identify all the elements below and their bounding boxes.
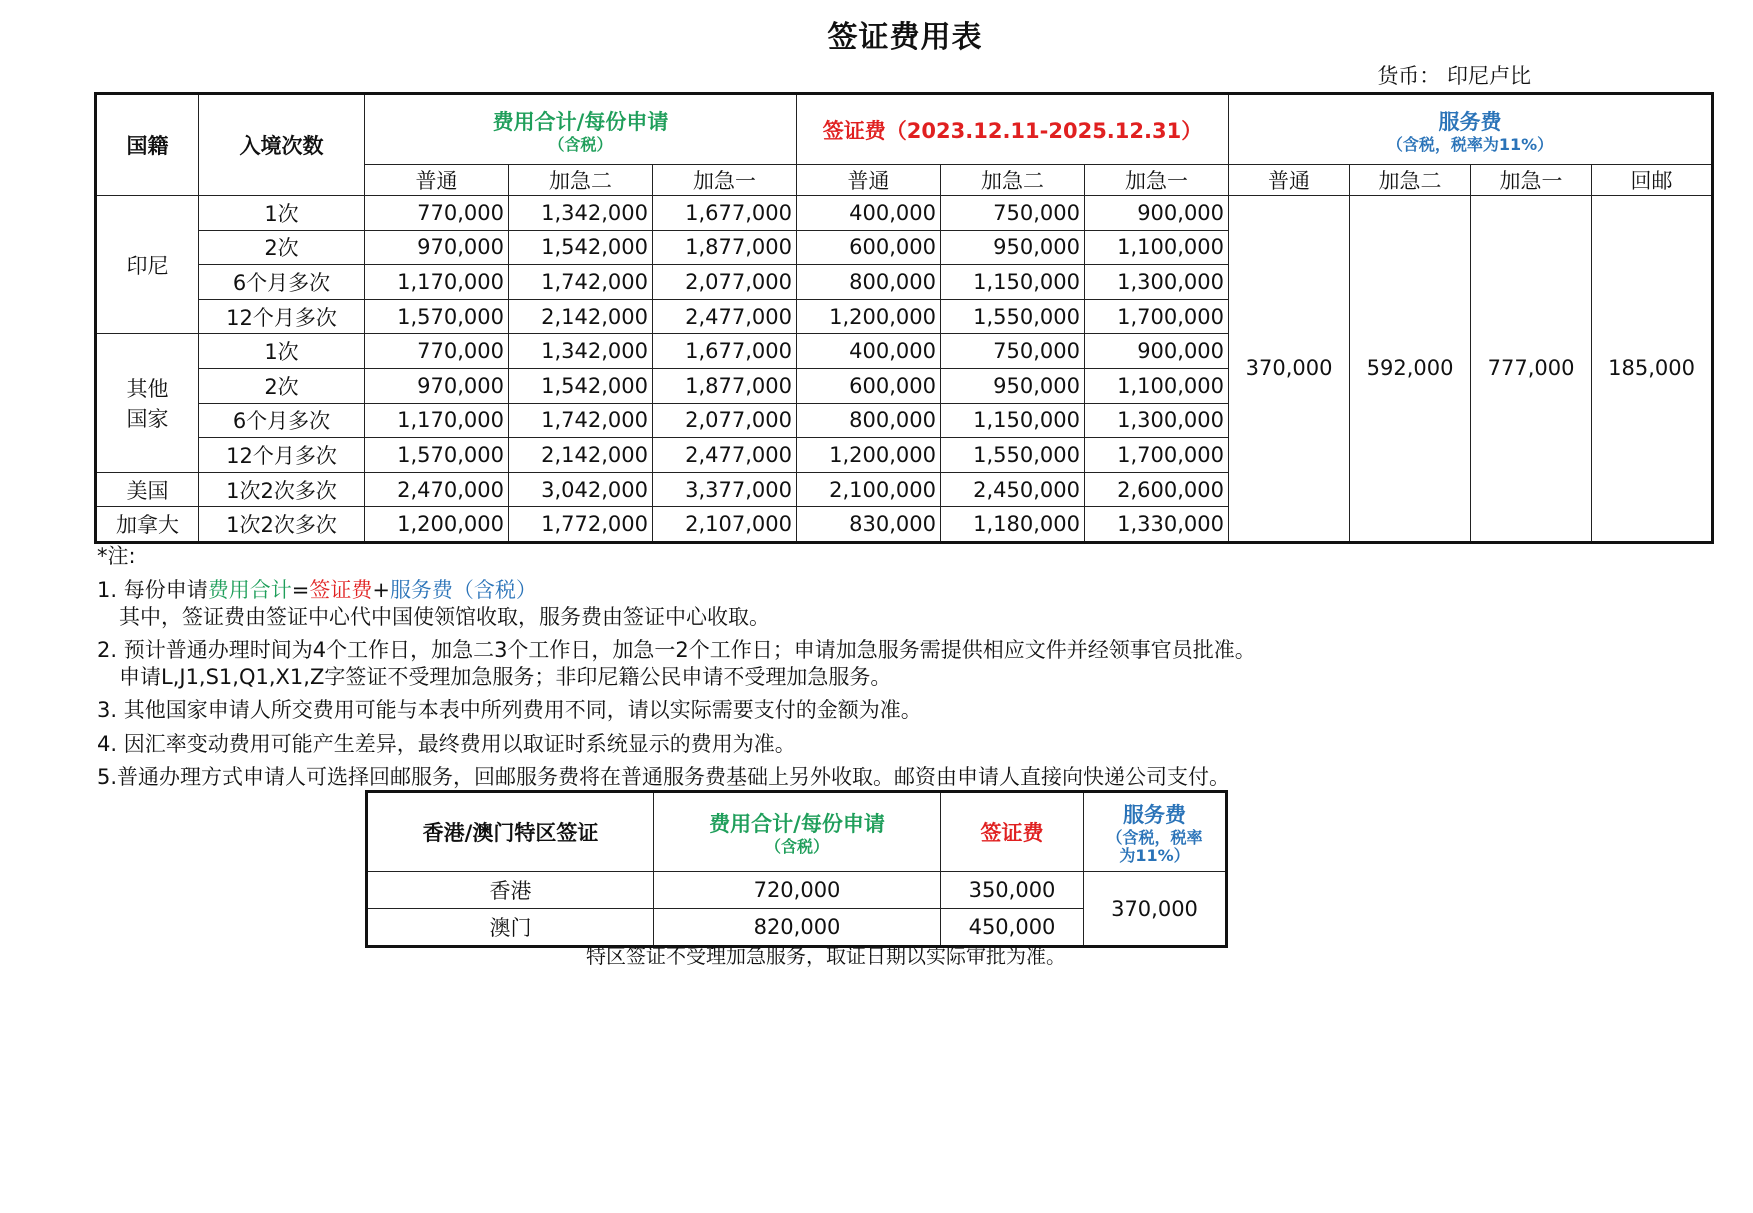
value-cell: 400,000 bbox=[797, 196, 941, 231]
note-4: 4. 因汇率变动费用可能产生差异，最终费用以取证时系统显示的费用为准。 bbox=[97, 732, 796, 756]
value-cell: 2,450,000 bbox=[941, 472, 1085, 507]
nationality-cell: 加拿大 bbox=[96, 507, 199, 543]
value-cell: 1,700,000 bbox=[1085, 299, 1229, 334]
value-cell: 3,377,000 bbox=[653, 472, 797, 507]
sar-header-service-label: 服务费 bbox=[1123, 803, 1186, 827]
entries-cell: 2次 bbox=[199, 230, 365, 265]
subheader-service-normal: 普通 bbox=[1229, 165, 1350, 196]
value-cell: 2,107,000 bbox=[653, 507, 797, 543]
value-cell: 950,000 bbox=[941, 368, 1085, 403]
value-cell: 770,000 bbox=[365, 334, 509, 369]
value-cell: 3,042,000 bbox=[509, 472, 653, 507]
value-cell: 1,772,000 bbox=[509, 507, 653, 543]
value-cell: 2,077,000 bbox=[653, 265, 797, 300]
note-1-total: 费用合计 bbox=[207, 578, 292, 602]
subheader-service-express1: 加急一 bbox=[1471, 165, 1592, 196]
sar-total-cell: 720,000 bbox=[654, 872, 941, 909]
value-cell: 970,000 bbox=[365, 368, 509, 403]
value-cell: 750,000 bbox=[941, 196, 1085, 231]
sar-visa-cell: 450,000 bbox=[941, 909, 1084, 947]
value-cell: 1,877,000 bbox=[653, 230, 797, 265]
header-entries: 入境次数 bbox=[199, 94, 365, 196]
note-1-visa: 签证费 bbox=[309, 578, 373, 602]
entries-cell: 2次 bbox=[199, 368, 365, 403]
note-3: 3. 其他国家申请人所交费用可能与本表中所列费用不同，请以实际需要支付的金额为准。 bbox=[97, 698, 922, 722]
value-cell: 1,570,000 bbox=[365, 299, 509, 334]
value-cell: 900,000 bbox=[1085, 334, 1229, 369]
sar-header-service-sub1: （含税，税率 bbox=[1106, 828, 1203, 847]
value-cell: 1,742,000 bbox=[509, 403, 653, 438]
nationality-line2: 国家 bbox=[126, 407, 169, 432]
entries-cell: 1次2次多次 bbox=[199, 507, 365, 543]
service-fee-express2: 592,000 bbox=[1350, 196, 1471, 543]
note-1-line2: 其中，签证费由签证中心代中国使领馆收取，服务费由签证中心收取。 bbox=[119, 605, 770, 629]
header-service-fee-label: 服务费 bbox=[1438, 109, 1502, 134]
sar-header-service-sub2: 为11%） bbox=[1119, 846, 1190, 865]
sar-visa-cell: 350,000 bbox=[941, 872, 1084, 909]
value-cell: 1,100,000 bbox=[1085, 230, 1229, 265]
value-cell: 1,170,000 bbox=[365, 265, 509, 300]
value-cell: 1,300,000 bbox=[1085, 265, 1229, 300]
header-total-fee bbox=[365, 94, 797, 165]
header-total-fee-sub: （含税） bbox=[548, 134, 613, 154]
note-5: 5.普通办理方式申请人可选择回邮服务，回邮服务费将在普通服务费基础上另外收取。邮资由申请人直接向快递公司支付。 bbox=[97, 765, 1231, 789]
service-fee-express1: 777,000 bbox=[1471, 196, 1592, 543]
note-2-line2: 申请L,J1,S1,Q1,X1,Z字签证不受理加急服务；非印尼籍公民申请不受理加急服务。 bbox=[119, 665, 892, 689]
header-service-fee bbox=[1229, 94, 1713, 165]
value-cell: 1,342,000 bbox=[509, 196, 653, 231]
sar-header-visa-label: 签证费 bbox=[980, 821, 1044, 845]
value-cell: 600,000 bbox=[797, 230, 941, 265]
entries-cell: 1次 bbox=[199, 334, 365, 369]
entries-cell: 1次 bbox=[199, 196, 365, 231]
entries-cell: 12个月多次 bbox=[199, 438, 365, 473]
value-cell: 1,550,000 bbox=[941, 299, 1085, 334]
entries-cell: 6个月多次 bbox=[199, 403, 365, 438]
value-cell: 2,077,000 bbox=[653, 403, 797, 438]
value-cell: 1,170,000 bbox=[365, 403, 509, 438]
value-cell: 1,200,000 bbox=[797, 299, 941, 334]
header-visa-fee-label: 签证费（2023.12.11-2025.12.31） bbox=[822, 118, 1203, 143]
value-cell: 1,300,000 bbox=[1085, 403, 1229, 438]
value-cell: 830,000 bbox=[797, 507, 941, 543]
value-cell: 1,200,000 bbox=[365, 507, 509, 543]
subheader-service-express2: 加急二 bbox=[1350, 165, 1471, 196]
subheader-service-return-mail: 回邮 bbox=[1592, 165, 1713, 196]
value-cell: 1,200,000 bbox=[797, 438, 941, 473]
note-1-eq: = bbox=[291, 578, 310, 602]
note-1-plus: + bbox=[372, 578, 390, 602]
value-cell: 2,600,000 bbox=[1085, 472, 1229, 507]
value-cell: 1,342,000 bbox=[509, 334, 653, 369]
subheader-visa-express2: 加急二 bbox=[941, 165, 1085, 196]
value-cell: 1,877,000 bbox=[653, 368, 797, 403]
value-cell: 800,000 bbox=[797, 265, 941, 300]
subheader-total-normal: 普通 bbox=[365, 165, 509, 196]
value-cell: 1,742,000 bbox=[509, 265, 653, 300]
entries-cell: 6个月多次 bbox=[199, 265, 365, 300]
value-cell: 600,000 bbox=[797, 368, 941, 403]
value-cell: 1,542,000 bbox=[509, 368, 653, 403]
sar-header-total-sub: （含税） bbox=[764, 837, 829, 856]
value-cell: 1,542,000 bbox=[509, 230, 653, 265]
service-fee-normal: 370,000 bbox=[1229, 196, 1350, 543]
nationality-cell: 美国 bbox=[96, 472, 199, 507]
header-visa-fee bbox=[797, 94, 1229, 165]
value-cell: 1,570,000 bbox=[365, 438, 509, 473]
value-cell: 2,142,000 bbox=[509, 299, 653, 334]
value-cell: 400,000 bbox=[797, 334, 941, 369]
sar-name-cell: 澳门 bbox=[367, 909, 654, 947]
nationality-cell: 印尼 bbox=[96, 196, 199, 334]
sar-note: 特区签证不受理加急服务，取证日期以实际审批为准。 bbox=[586, 944, 1066, 968]
value-cell: 1,150,000 bbox=[941, 403, 1085, 438]
sar-header-total-label: 费用合计/每份申请 bbox=[709, 812, 885, 836]
table-row bbox=[367, 872, 1227, 909]
value-cell: 1,180,000 bbox=[941, 507, 1085, 543]
value-cell: 800,000 bbox=[797, 403, 941, 438]
subheader-visa-express1: 加急一 bbox=[1085, 165, 1229, 196]
value-cell: 1,330,000 bbox=[1085, 507, 1229, 543]
service-fee-return-mail: 185,000 bbox=[1592, 196, 1713, 543]
header-service-fee-sub: （含税，税率为11%） bbox=[1386, 134, 1554, 154]
value-cell: 770,000 bbox=[365, 196, 509, 231]
value-cell: 1,700,000 bbox=[1085, 438, 1229, 473]
nationality-line1: 其他 bbox=[126, 377, 169, 402]
entries-cell: 1次2次多次 bbox=[199, 472, 365, 507]
value-cell: 900,000 bbox=[1085, 196, 1229, 231]
sar-header-visa bbox=[941, 792, 1084, 872]
nationality-cell bbox=[96, 334, 199, 472]
notes-heading: *注: bbox=[97, 544, 136, 568]
currency-label: 货币： 印尼卢比 bbox=[1377, 64, 1531, 88]
value-cell: 2,477,000 bbox=[653, 438, 797, 473]
note-1-service: 服务费（含税） bbox=[389, 578, 537, 602]
header-total-fee-label: 费用合计/每份申请 bbox=[492, 109, 669, 134]
note-2-line1: 2. 预计普通办理时间为4个工作日，加急二3个工作日，加急一2个工作日；申请加急服务需提供相应文件并经领事官员批准。 bbox=[97, 638, 1256, 662]
sar-name-cell: 香港 bbox=[367, 872, 654, 909]
value-cell: 2,100,000 bbox=[797, 472, 941, 507]
value-cell: 1,100,000 bbox=[1085, 368, 1229, 403]
value-cell: 1,677,000 bbox=[653, 196, 797, 231]
value-cell: 750,000 bbox=[941, 334, 1085, 369]
subheader-total-express2: 加急二 bbox=[509, 165, 653, 196]
value-cell: 1,550,000 bbox=[941, 438, 1085, 473]
subheader-total-express1: 加急一 bbox=[653, 165, 797, 196]
value-cell: 1,677,000 bbox=[653, 334, 797, 369]
value-cell: 2,470,000 bbox=[365, 472, 509, 507]
value-cell: 2,477,000 bbox=[653, 299, 797, 334]
value-cell: 950,000 bbox=[941, 230, 1085, 265]
header-nationality: 国籍 bbox=[96, 94, 199, 196]
note-1-prefix: 1. 每份申请 bbox=[97, 578, 208, 602]
sar-service-cell: 370,000 bbox=[1084, 872, 1227, 947]
subheader-visa-normal: 普通 bbox=[797, 165, 941, 196]
entries-cell: 12个月多次 bbox=[199, 299, 365, 334]
table-row bbox=[96, 196, 1713, 231]
note-1 bbox=[97, 577, 537, 604]
sar-header-type: 香港/澳门特区签证 bbox=[367, 792, 654, 872]
sar-header-service bbox=[1084, 792, 1227, 872]
value-cell: 1,150,000 bbox=[941, 265, 1085, 300]
sar-header-total bbox=[654, 792, 941, 872]
page-title: 签证费用表 bbox=[827, 20, 983, 55]
sar-visa-fee-table bbox=[365, 790, 1228, 948]
visa-fee-table bbox=[94, 92, 1714, 544]
sar-total-cell: 820,000 bbox=[654, 909, 941, 947]
value-cell: 970,000 bbox=[365, 230, 509, 265]
value-cell: 2,142,000 bbox=[509, 438, 653, 473]
